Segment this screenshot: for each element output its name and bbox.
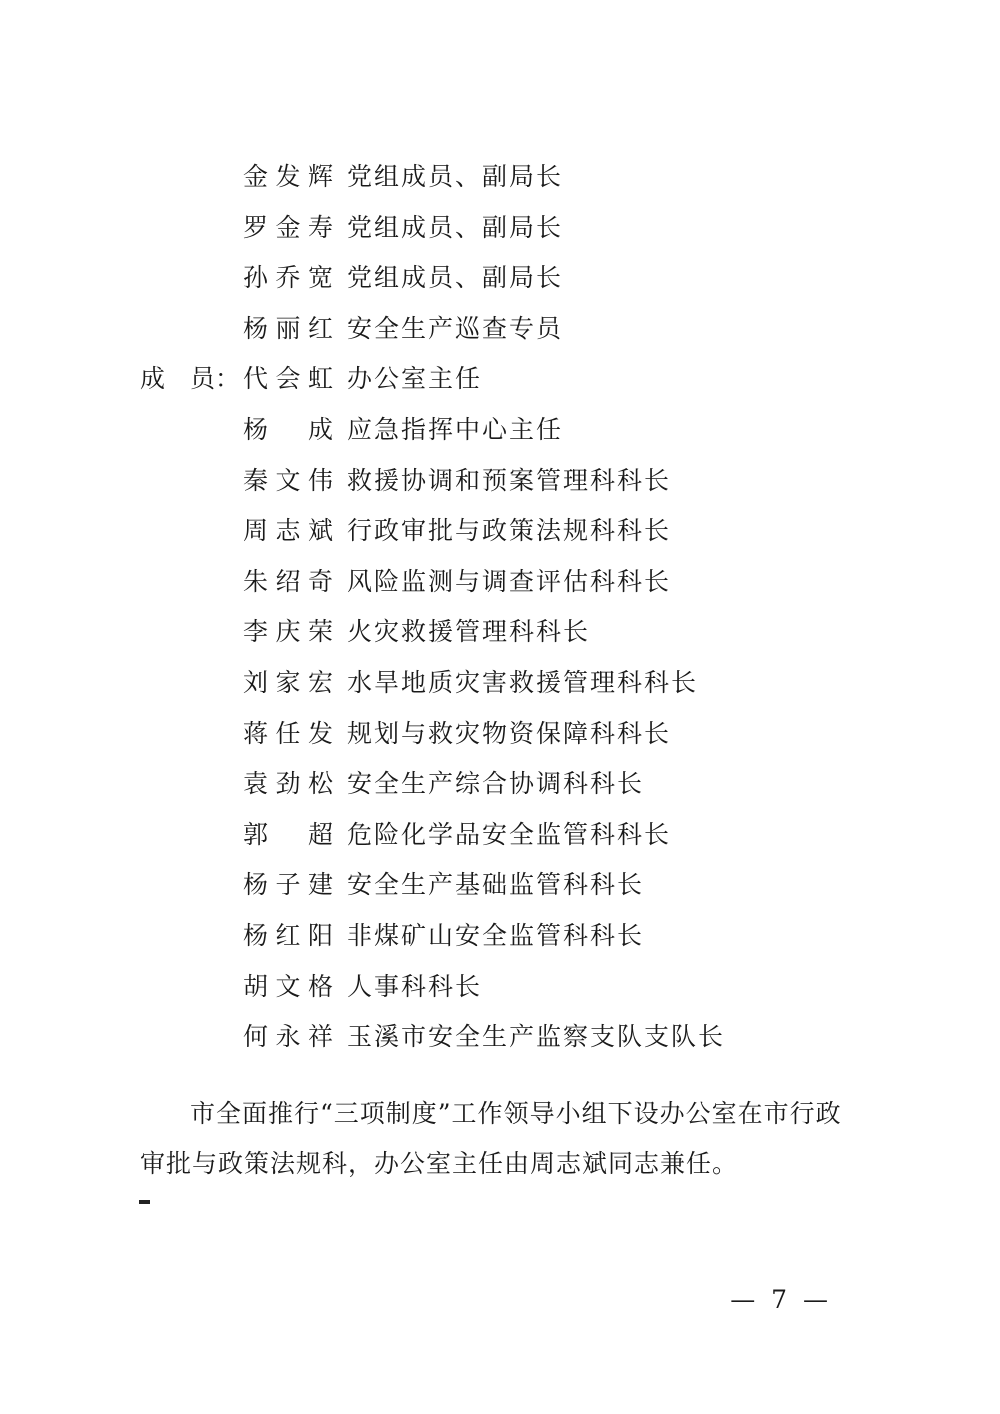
member-title: 水旱地质灾害救援管理科科长 [347,667,699,697]
roster-row [0,509,1000,560]
member-name: 金发辉 [243,162,333,191]
roster-row [0,965,1000,1016]
member-name: 周志斌 [243,516,333,546]
member-title: 党组成员、副局长 [347,162,564,191]
member-title: 玉溪市安全生产监察支队支队长 [347,1022,726,1052]
roster-row [0,256,1000,307]
member-name: 代会虹 [243,364,333,394]
member-name: 朱绍奇 [243,566,333,596]
page-number: — 7 — [730,1285,832,1314]
roster-row [0,560,1000,611]
role-label: 成 员： [140,364,241,394]
member-name: 杨红阳 [243,920,333,950]
roster-row [0,661,1000,712]
member-title: 党组成员、副局长 [347,212,564,242]
member-title: 非煤矿山安全监管科科长 [347,920,645,950]
office-setup-paragraph: 市全面推行“三项制度”工作领导小组下设办公室在市行政审批与政策法规科，办公室主任由周志斌同志兼任。 [140,1099,842,1178]
member-name: 胡文格 [243,971,333,1001]
member-name: 罗金寿 [243,212,333,242]
member-name: 何永祥 [243,1022,333,1052]
member-name: 袁劲松 [243,769,333,799]
roster-row [0,357,1000,408]
member-name: 秦文伟 [243,465,333,495]
roster-row [0,914,1000,965]
member-name: 杨成 [243,414,333,444]
member-name: 杨子建 [243,870,333,900]
roster-row [0,762,1000,813]
member-title: 救援协调和预案管理科科长 [347,465,672,495]
member-title: 安全生产巡查专员 [347,313,564,343]
member-roster [0,155,1000,1066]
roster-row [0,307,1000,358]
margin-dash-mark [139,1200,150,1204]
member-title: 规划与救灾物资保障科科长 [347,718,672,748]
roster-row [0,155,1000,206]
member-title: 安全生产综合协调科科长 [347,769,645,799]
member-title: 安全生产基础监管科科长 [347,870,645,900]
member-title: 人事科科长 [347,971,483,1001]
member-name: 蒋任发 [243,718,333,748]
member-name: 郭超 [243,819,333,849]
roster-row [0,712,1000,763]
member-title: 火灾救援管理科科长 [347,617,591,647]
member-title: 应急指挥中心主任 [347,414,564,444]
member-title: 风险监测与调查评估科科长 [347,566,672,596]
member-name: 刘家宏 [243,667,333,697]
roster-row [0,813,1000,864]
roster-row [0,459,1000,510]
roster-row [0,408,1000,459]
roster-row [0,1015,1000,1066]
member-title: 党组成员、副局长 [347,263,564,293]
member-name: 李庆荣 [243,617,333,647]
member-title: 办公室主任 [347,364,483,394]
member-title: 危险化学品安全监管科科长 [347,819,672,849]
roster-row [0,206,1000,257]
member-name: 杨丽红 [243,313,333,343]
roster-row [0,610,1000,661]
member-title: 行政审批与政策法规科科长 [347,516,672,546]
member-name: 孙乔宽 [243,263,333,293]
roster-row [0,863,1000,914]
